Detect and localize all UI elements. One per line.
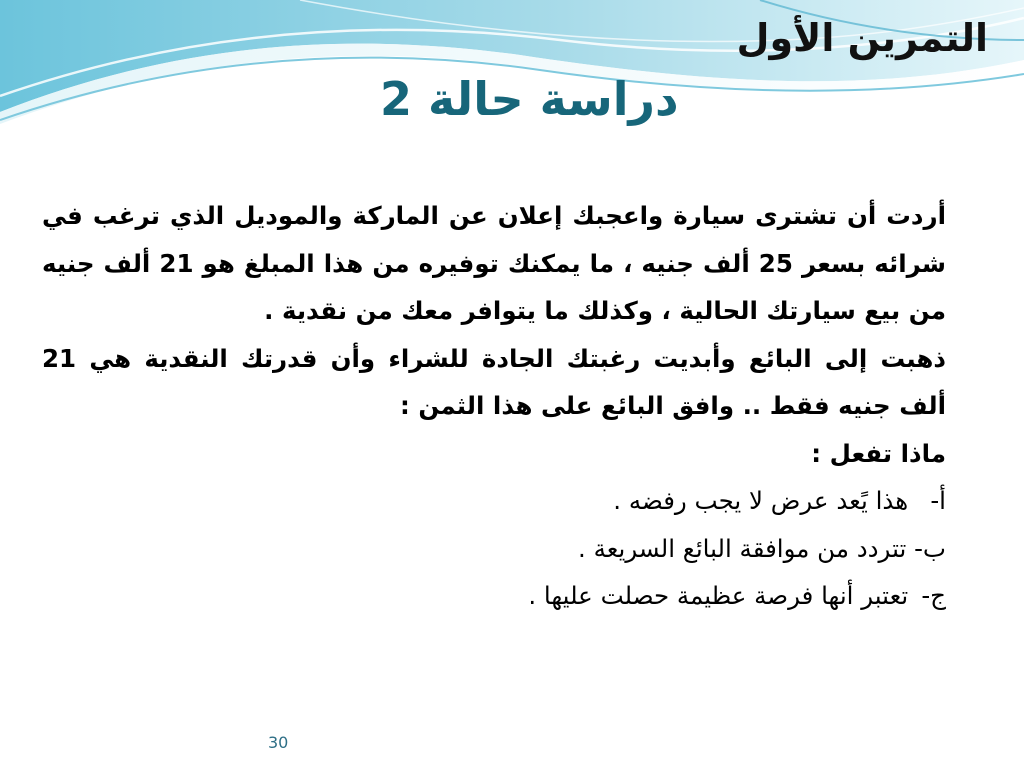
- option-c-text: تعتبر أنها فرصة عظيمة حصلت عليها .: [528, 581, 909, 610]
- page-number: 30: [268, 733, 289, 752]
- scenario-paragraph: أردت أن تشترى سيارة واعجبك إعلان عن الماركة والموديل الذي ترغب في شرائه بسعر 25 ألف جنيه ، ما يمكنك توفيره من هذا المبلغ هو 21 ألف جنيه من بيع سيارتك الحالية ، وكذلك ما يتوافر معك من نقدية .: [42, 201, 946, 325]
- option-b-letter: ب-: [914, 533, 946, 563]
- exercise-label: التمرين الأول: [736, 16, 988, 60]
- question-heading: ماذا تفعل :: [811, 438, 946, 468]
- case-study-body: [42, 192, 946, 620]
- slide-title: دراسة حالة 2: [380, 72, 679, 126]
- option-c-letter: ج-: [921, 581, 946, 610]
- answer-options: [42, 477, 946, 620]
- option-a-letter: أ-: [930, 486, 946, 515]
- option-c: [42, 572, 946, 620]
- option-b-text: تتردد من موافقة البائع السريعة .: [578, 533, 907, 563]
- seller-paragraph: ذهبت إلى البائع وأبديت رغبتك الجادة للشراء وأن قدرتك النقدية هي 21 ألف جنيه فقط .. وافق البائع على هذا الثمن :: [42, 343, 946, 420]
- option-a-text: هذا يًعد عرض لا يجب رفضه .: [613, 486, 909, 515]
- option-a: [42, 477, 946, 525]
- option-b: [42, 525, 946, 573]
